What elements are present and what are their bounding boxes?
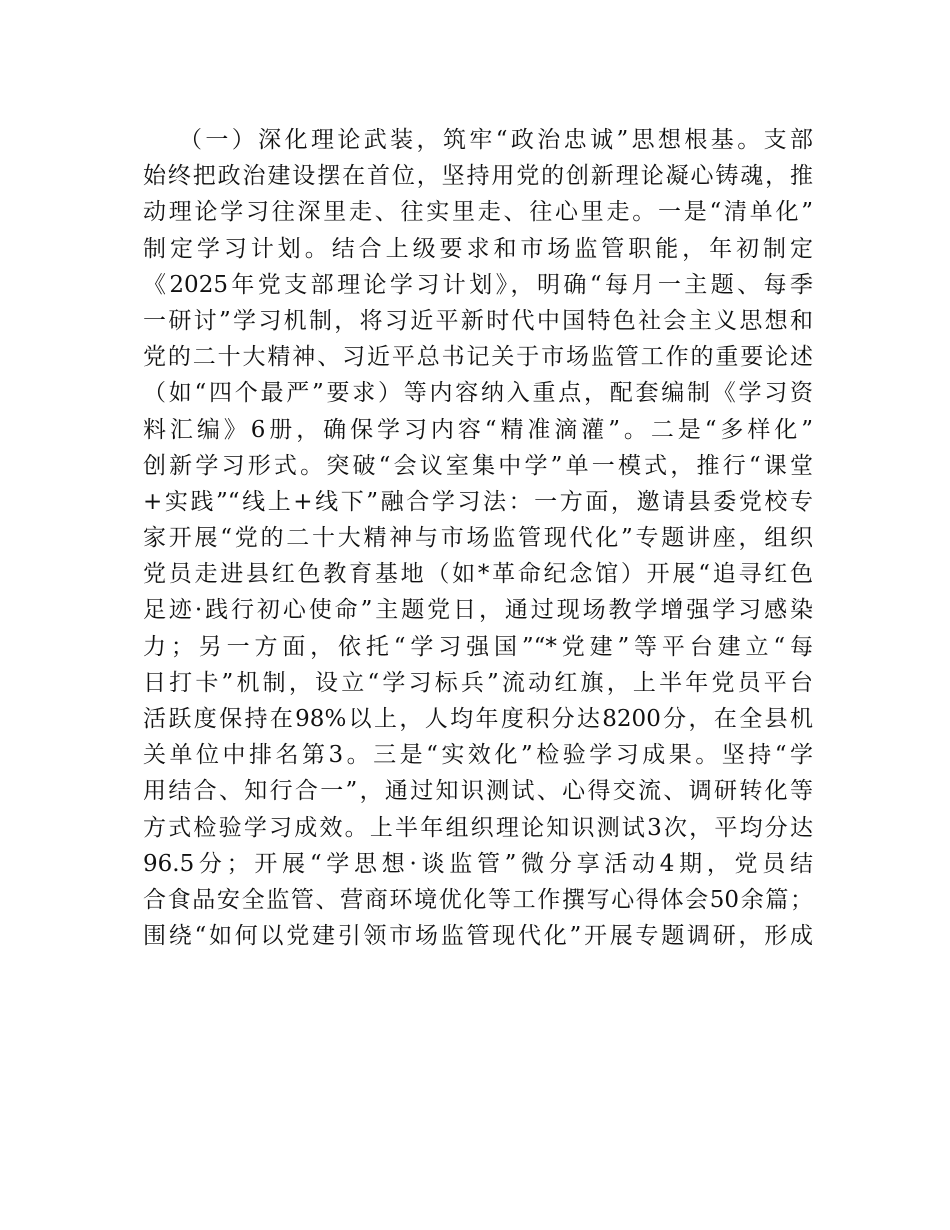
text-line: 党的二十大精神、习近平总书记关于市场监管工作的重要论述	[143, 344, 813, 371]
text-line: 合食品安全监管、营商环境优化等工作撰写心得体会50余篇；	[143, 886, 813, 913]
text-line: +实践”“线上+线下”融合学习法：一方面，邀请县委党校专	[143, 488, 813, 515]
text-line: 用结合、知行合一”，通过知识测试、心得交流、调研转化等	[143, 778, 813, 805]
text-line: 动理论学习往深里走、往实里走、往心里走。一是“清单化”	[143, 199, 813, 226]
text-line: 料汇编》6册，确保学习内容“精准滴灌”。二是“多样化”	[143, 416, 813, 443]
text-line: （如“四个最严”要求）等内容纳入重点，配套编制《学习资	[143, 380, 813, 407]
text-line: 党员走进县红色教育基地（如*革命纪念馆）开展“追寻红色	[143, 561, 813, 588]
text-line: 家开展“党的二十大精神与市场监管现代化”专题讲座，组织	[143, 525, 813, 552]
text-line: 一研讨”学习机制，将习近平新时代中国特色社会主义思想和	[143, 307, 813, 334]
text-line: 日打卡”机制，设立“学习标兵”流动红旗，上半年党员平台	[143, 669, 813, 696]
text-line: 活跃度保持在98%以上，人均年度积分达8200分，在全县机	[143, 706, 813, 732]
text-line: 制定学习计划。结合上级要求和市场监管职能，年初制定	[143, 235, 813, 262]
text-line: 创新学习形式。突破“会议室集中学”单一模式，推行“课堂	[143, 452, 813, 479]
text-line: （一）深化理论武装，筑牢“政治忠诚”思想根基。支部	[179, 127, 813, 153]
text-line: 始终把政治建设摆在首位，坚持用党的创新理论凝心铸魂，推	[143, 163, 813, 190]
text-line: 《2025年党支部理论学习计划》，明确“每月一主题、每季	[143, 271, 813, 298]
text-line: 方式检验学习成效。上半年组织理论知识测试3次，平均分达	[143, 814, 813, 841]
text-line: 围绕“如何以党建引领市场监管现代化”开展专题调研，形成	[143, 923, 813, 950]
text-line: 关单位中排名第3。三是“实效化”检验学习成果。坚持“学	[143, 742, 813, 769]
text-line: 足迹·践行初心使命”主题党日，通过现场教学增强学习感染	[143, 597, 813, 624]
text-line: 力；另一方面，依托“学习强国”“*党建”等平台建立“每	[143, 633, 813, 660]
body-paragraph	[143, 122, 813, 954]
text-line: 96.5分；开展“学思想·谈监管”微分享活动4期，党员结	[143, 850, 813, 877]
